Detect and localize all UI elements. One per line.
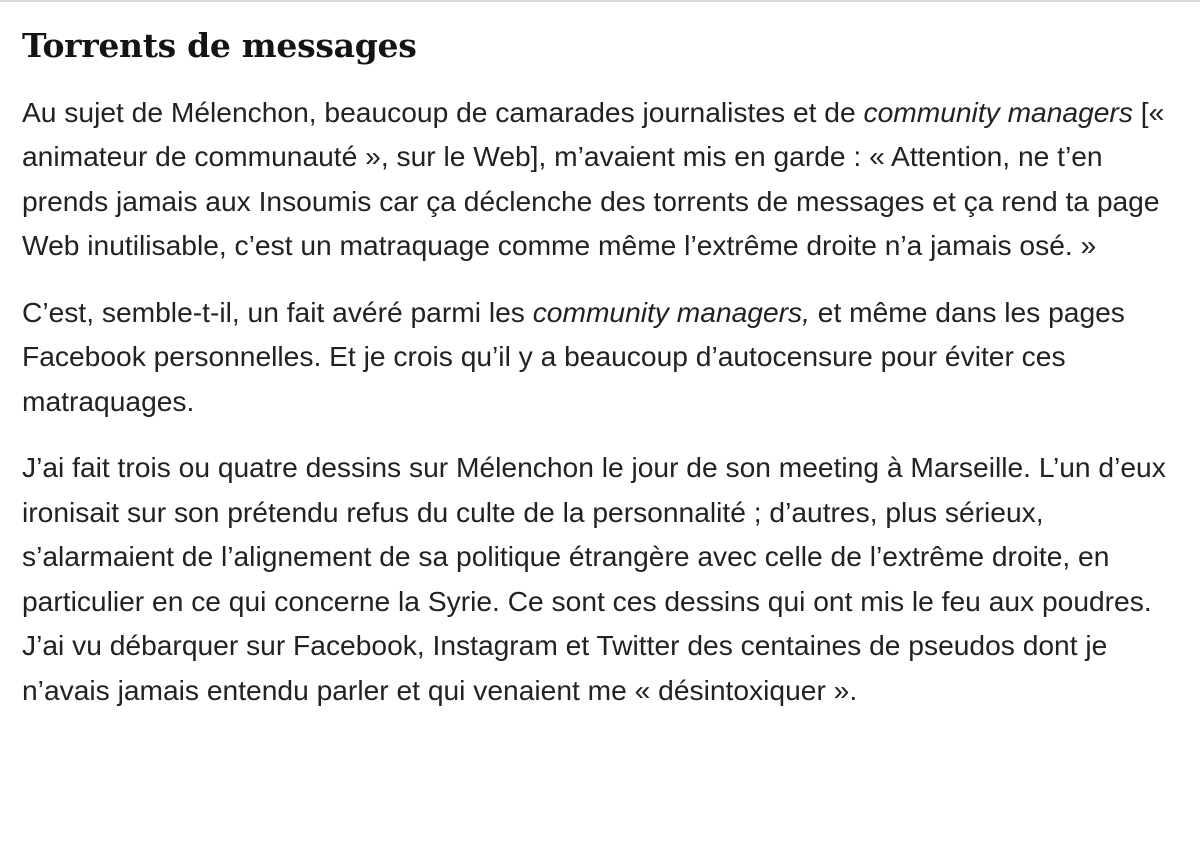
paragraph-italic-text: community managers, <box>532 295 810 328</box>
paragraph-text: [« animateur de communauté », sur le Web], m’avaient mis en garde : « Attention, ne t’en prends jamais aux Insoumis car ça déclenche des torrents de messages et ça rend ta page Web inutilisable, c’est un matraquage comme même l’extrême droite n’a jamais osé. » <box>22 95 1165 262</box>
top-divider <box>0 0 1200 2</box>
paragraph-text: J’ai fait trois ou quatre dessins sur Mélenchon le jour de son meeting à Marseille. L’un d’eux ironisait sur son prétendu refus du culte de la personnalité ; d’autres, plus sérieux, s’alarmaient de l’alignement de sa politique étrangère avec celle de l’extrême droite, en particulier en ce qui concerne la Syrie. Ce sont ces dessins qui ont mis le feu aux poudres. J’ai vu débarquer sur Facebook, Instagram et Twitter des centaines de pseudos dont je n’avais jamais entendu parler et qui venaient me « désintoxiquer ». <box>22 451 1166 706</box>
paragraph-3 <box>22 445 1192 712</box>
paragraph-1 <box>22 90 1192 268</box>
paragraph-text: et même dans les pages Facebook personnelles. Et je crois qu’il y a beaucoup d’autocensure pour éviter ces matraquages. <box>22 295 1125 417</box>
paragraph-2 <box>22 290 1192 424</box>
section-heading: Torrents de messages <box>22 26 417 65</box>
paragraph-italic-text: community managers <box>863 95 1133 128</box>
article-section <box>22 26 1192 734</box>
paragraph-text: Au sujet de Mélenchon, beaucoup de camarades journalistes et de <box>22 95 864 128</box>
paragraph-text: C’est, semble-t-il, un fait avéré parmi les <box>22 295 533 328</box>
